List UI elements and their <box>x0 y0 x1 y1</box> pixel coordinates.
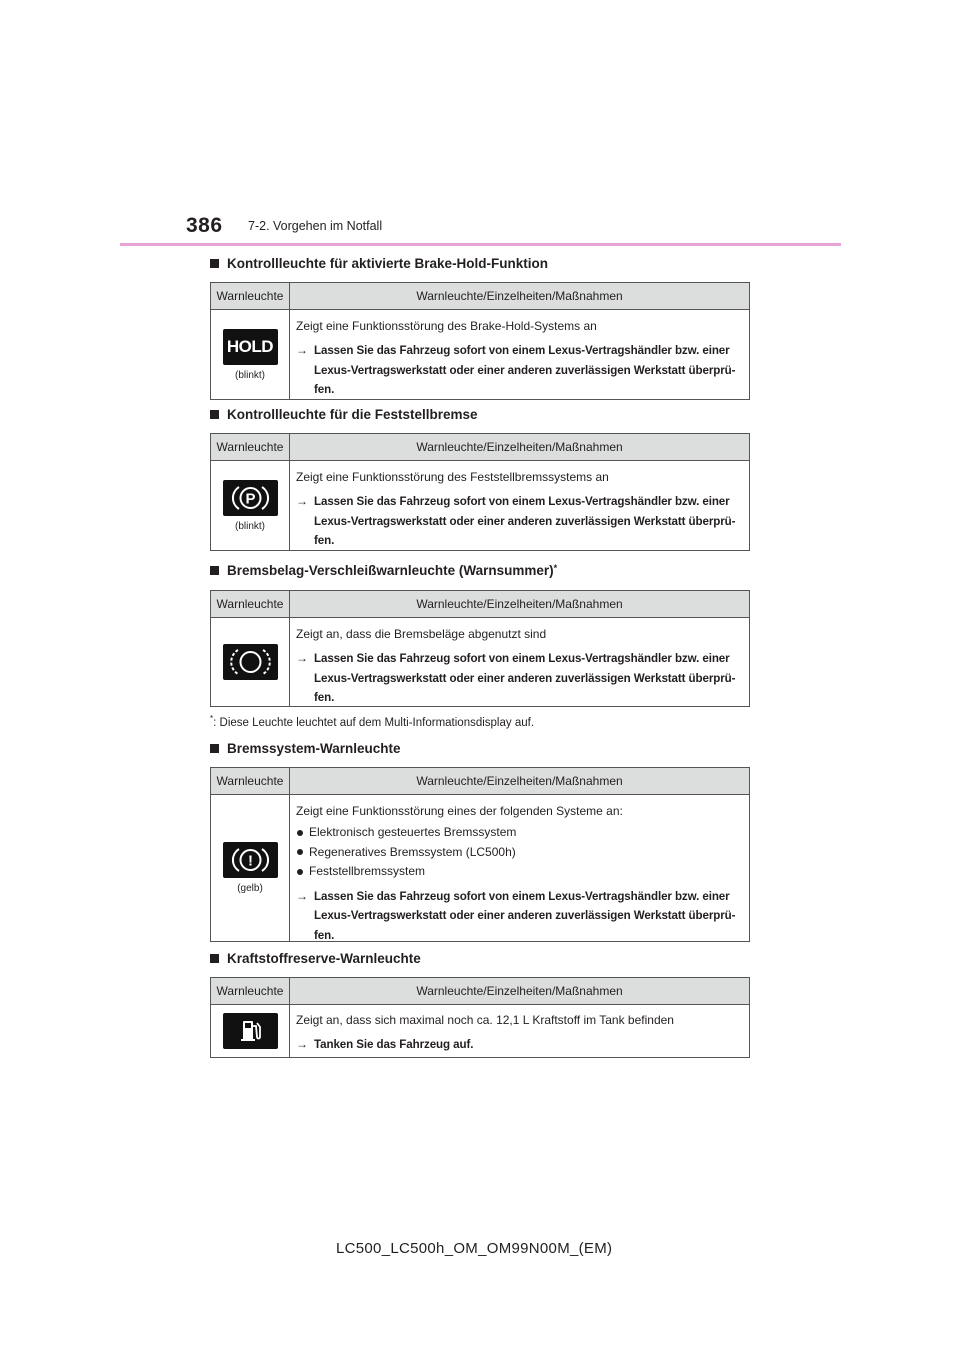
description: Zeigt eine Funktionsstörung des Feststellbremssystems an <box>296 470 609 484</box>
parking-brake-icon <box>223 480 278 516</box>
table-header <box>211 434 749 461</box>
table-row <box>211 618 749 706</box>
square-bullet-icon <box>210 259 219 268</box>
details-cell <box>290 1005 749 1057</box>
svg-text:P: P <box>244 490 256 507</box>
icon-cell <box>211 618 290 706</box>
table-header <box>211 768 749 795</box>
column-header-warnleuchte: Warnleuchte <box>211 434 290 460</box>
arrow-icon: → <box>296 494 308 508</box>
fuel-pump-icon <box>223 1013 278 1049</box>
chapter-title: 7-2. Vorgehen im Notfall <box>248 219 383 233</box>
brake-system-warning-icon <box>223 842 278 878</box>
square-bullet-icon <box>210 566 219 575</box>
column-header-warnleuchte: Warnleuchte <box>211 283 290 309</box>
bullet-dot-icon <box>297 830 303 836</box>
page-number: 386 <box>186 214 223 237</box>
icon-cell <box>211 1005 290 1057</box>
details-cell <box>290 618 749 706</box>
section-heading-fuel-reserve: Kraftstoffreserve-Warnleuchte <box>210 951 421 966</box>
description: Zeigt eine Funktionsstörung eines der folgenden Systeme an: <box>296 804 623 818</box>
bullet-dot-icon <box>297 849 303 855</box>
svg-text:!: ! <box>247 852 253 870</box>
footnote: *: Diese Leuchte leuchtet auf dem Multi-Informationsdisplay auf. <box>210 714 535 729</box>
action-text: → Lassen Sie das Fahrzeug sofort von einem Lexus-Vertragshändler bzw. einer Lexus-Vertragswerkstatt oder einer anderen zuverlässigen Werkstatt überprü- fen. <box>296 649 743 708</box>
section-heading-brake-system: Bremssystem-Warnleuchte <box>210 741 401 756</box>
column-header-details: Warnleuchte/Einzelheiten/Maßnahmen <box>416 984 623 998</box>
action-text: → Lassen Sie das Fahrzeug sofort von einem Lexus-Vertragshändler bzw. einer Lexus-Vertragswerkstatt oder einer anderen zuverlässigen Werkstatt überprü- fen. <box>296 492 743 551</box>
description: Zeigt eine Funktionsstörung des Brake-Hold-Systems an <box>296 319 597 333</box>
section-heading-brake-pad-wear: Bremsbelag-Verschleißwarnleuchte (Warnsummer) * <box>210 563 557 578</box>
action-text: → Lassen Sie das Fahrzeug sofort von einem Lexus-Vertragshändler bzw. einer Lexus-Vertragswerkstatt oder einer anderen zuverlässigen Werkstatt überprü- fen. <box>296 341 743 400</box>
warning-table-brake-pad-wear <box>210 590 750 707</box>
hold-icon: HOLD <box>223 329 278 365</box>
icon-note: (gelb) <box>237 883 263 894</box>
warning-table-fuel-reserve <box>210 977 750 1058</box>
section-heading-brake-hold: Kontrollleuchte für aktivierte Brake-Hold-Funktion <box>210 256 548 271</box>
column-header-warnleuchte: Warnleuchte <box>211 978 290 1004</box>
table-row <box>211 795 749 941</box>
table-row <box>211 461 749 550</box>
warning-table-brake-hold <box>210 282 750 400</box>
square-bullet-icon <box>210 744 219 753</box>
table-row <box>211 1005 749 1057</box>
icon-cell <box>211 461 290 550</box>
icon-note: (blinkt) <box>234 520 265 532</box>
square-bullet-icon <box>210 954 219 963</box>
details-cell <box>290 461 749 550</box>
action-text: → Tanken Sie das Fahrzeug auf. <box>296 1035 743 1055</box>
table-row <box>211 310 749 399</box>
details-cell <box>290 310 749 399</box>
arrow-icon: → <box>296 888 308 903</box>
action-text: → Lassen Sie das Fahrzeug sofort von einem Lexus-Vertragshändler bzw. einer Lexus-Vertragswerkstatt oder einer anderen zuverlässigen Werkstatt überprü- fen. <box>296 887 743 946</box>
icon-cell <box>211 795 290 941</box>
bullet-list <box>296 823 743 882</box>
details-cell <box>290 795 749 941</box>
arrow-icon: → <box>296 343 308 357</box>
list-item: Elektronisch gesteuertes Bremssystem <box>296 823 743 843</box>
brake-pad-wear-icon <box>223 644 278 680</box>
header-rule <box>120 243 841 246</box>
column-header-details: Warnleuchte/Einzelheiten/Maßnahmen <box>416 440 623 454</box>
column-header-details: Warnleuchte/Einzelheiten/Maßnahmen <box>416 289 623 303</box>
column-header-details: Warnleuchte/Einzelheiten/Maßnahmen <box>416 774 623 788</box>
table-header <box>211 978 749 1005</box>
table-header <box>211 591 749 618</box>
list-item: Feststellbremssystem <box>296 862 743 882</box>
document-id: LC500_LC500h_OM_OM99N00M_(EM) <box>336 1240 613 1257</box>
icon-note: (blinkt) <box>234 369 265 381</box>
arrow-icon: → <box>296 1037 308 1051</box>
table-header <box>211 283 749 310</box>
square-bullet-icon <box>210 410 219 419</box>
warning-table-parking-brake <box>210 433 750 551</box>
column-header-warnleuchte: Warnleuchte <box>211 768 290 794</box>
section-heading-parking-brake: Kontrollleuchte für die Feststellbremse <box>210 407 478 422</box>
column-header-details: Warnleuchte/Einzelheiten/Maßnahmen <box>416 597 623 611</box>
bullet-dot-icon <box>297 869 303 875</box>
icon-cell <box>211 310 290 399</box>
warning-table-brake-system <box>210 767 750 942</box>
column-header-warnleuchte: Warnleuchte <box>211 591 290 617</box>
arrow-icon: → <box>296 651 308 665</box>
list-item: Regeneratives Bremssystem (LC500h) <box>296 843 743 863</box>
description: Zeigt an, dass die Bremsbeläge abgenutzt sind <box>296 627 547 641</box>
description: Zeigt an, dass sich maximal noch ca. 12,1 L Kraftstoff im Tank befinden <box>296 1013 674 1027</box>
